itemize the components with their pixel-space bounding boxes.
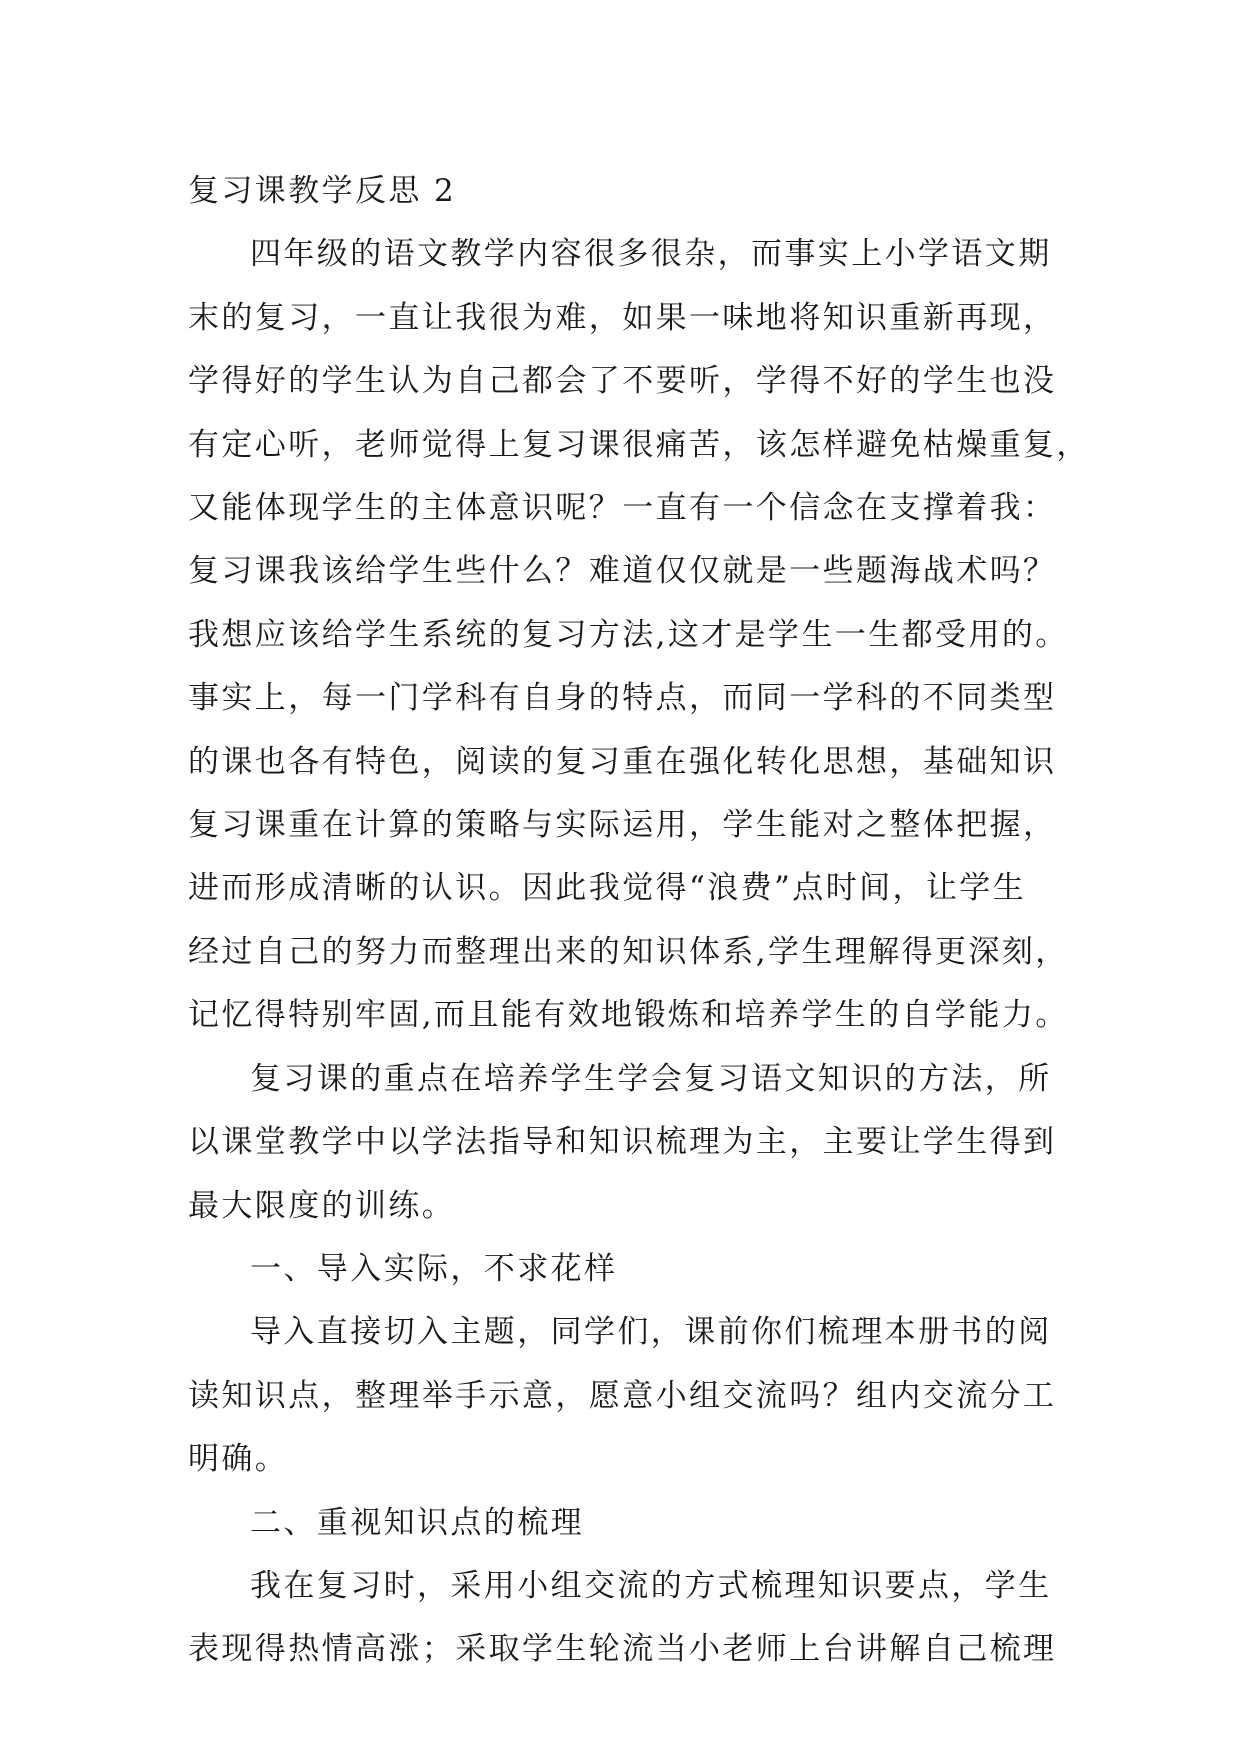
text-line: 事实上，每一门学科有自身的特点，而同一学科的不同类型 bbox=[188, 680, 1057, 717]
text-line: 复习课的重点在培养学生学会复习语文知识的方法，所 bbox=[250, 1060, 1052, 1097]
text-line: 一、导入实际，不求花样 bbox=[250, 1250, 618, 1287]
text-line: 经过自己的努力而整理出来的知识体系,学生理解得更深刻， bbox=[188, 933, 1069, 970]
paragraph bbox=[188, 223, 1090, 1047]
text-line: 导入直接切入主题，同学们，课前你们梳理本册书的阅 bbox=[250, 1314, 1052, 1351]
text-line: 最大限度的训练。 bbox=[188, 1187, 456, 1224]
text-line: 表现得热情高涨；采取学生轮流当小老师上台讲解自己梳理 bbox=[188, 1631, 1057, 1668]
paragraph bbox=[188, 1492, 1054, 1555]
text-line: 学得好的学生认为自己都会了不要听，学得不好的学生也没 bbox=[188, 363, 1057, 400]
text-line: 又能体现学生的主体意识呢？一直有一个信念在支撑着我： bbox=[188, 490, 1057, 527]
text-line: 进而形成清晰的认识。因此我觉得“浪费”点时间，让学生 bbox=[188, 870, 1027, 907]
text-line: 我在复习时，采用小组交流的方式梳理知识要点，学生 bbox=[250, 1567, 1052, 1604]
document-body bbox=[188, 223, 1090, 1681]
text-line: 的课也各有特色，阅读的复习重在强化转化思想，基础知识 bbox=[188, 743, 1057, 780]
text-line: 以课堂教学中以学法指导和知识梳理为主，主要让学生得到 bbox=[188, 1124, 1057, 1161]
text-line: 我想应该给学生系统的复习方法,这才是学生一生都受用的。 bbox=[188, 616, 1069, 653]
paragraph bbox=[188, 1555, 1057, 1682]
document-title: 复习课教学反思 2 bbox=[188, 173, 457, 209]
document-page bbox=[188, 160, 1090, 1682]
text-line: 明确。 bbox=[188, 1441, 289, 1478]
text-line: 四年级的语文教学内容很多很杂，而事实上小学语文期 bbox=[250, 236, 1052, 273]
text-line: 读知识点，整理举手示意，愿意小组交流吗？组内交流分工 bbox=[188, 1377, 1057, 1414]
text-line: 末的复习，一直让我很为难，如果一味地将知识重新再现， bbox=[188, 299, 1057, 336]
text-line: 记忆得特别牢固,而且能有效地锻炼和培养学生的自学能力。 bbox=[188, 997, 1069, 1034]
text-line: 复习课重在计算的策略与实际运用，学生能对之整体把握， bbox=[188, 807, 1057, 844]
paragraph bbox=[188, 1048, 1057, 1238]
text-line: 复习课我该给学生些什么？难道仅仅就是一些题海战术吗？ bbox=[188, 553, 1057, 590]
paragraph bbox=[188, 1238, 1054, 1301]
text-line: 有定心听，老师觉得上复习课很痛苦，该怎样避免枯燥重复， bbox=[188, 426, 1090, 463]
paragraph bbox=[188, 1301, 1057, 1491]
text-line: 二、重视知识点的梳理 bbox=[250, 1504, 584, 1541]
